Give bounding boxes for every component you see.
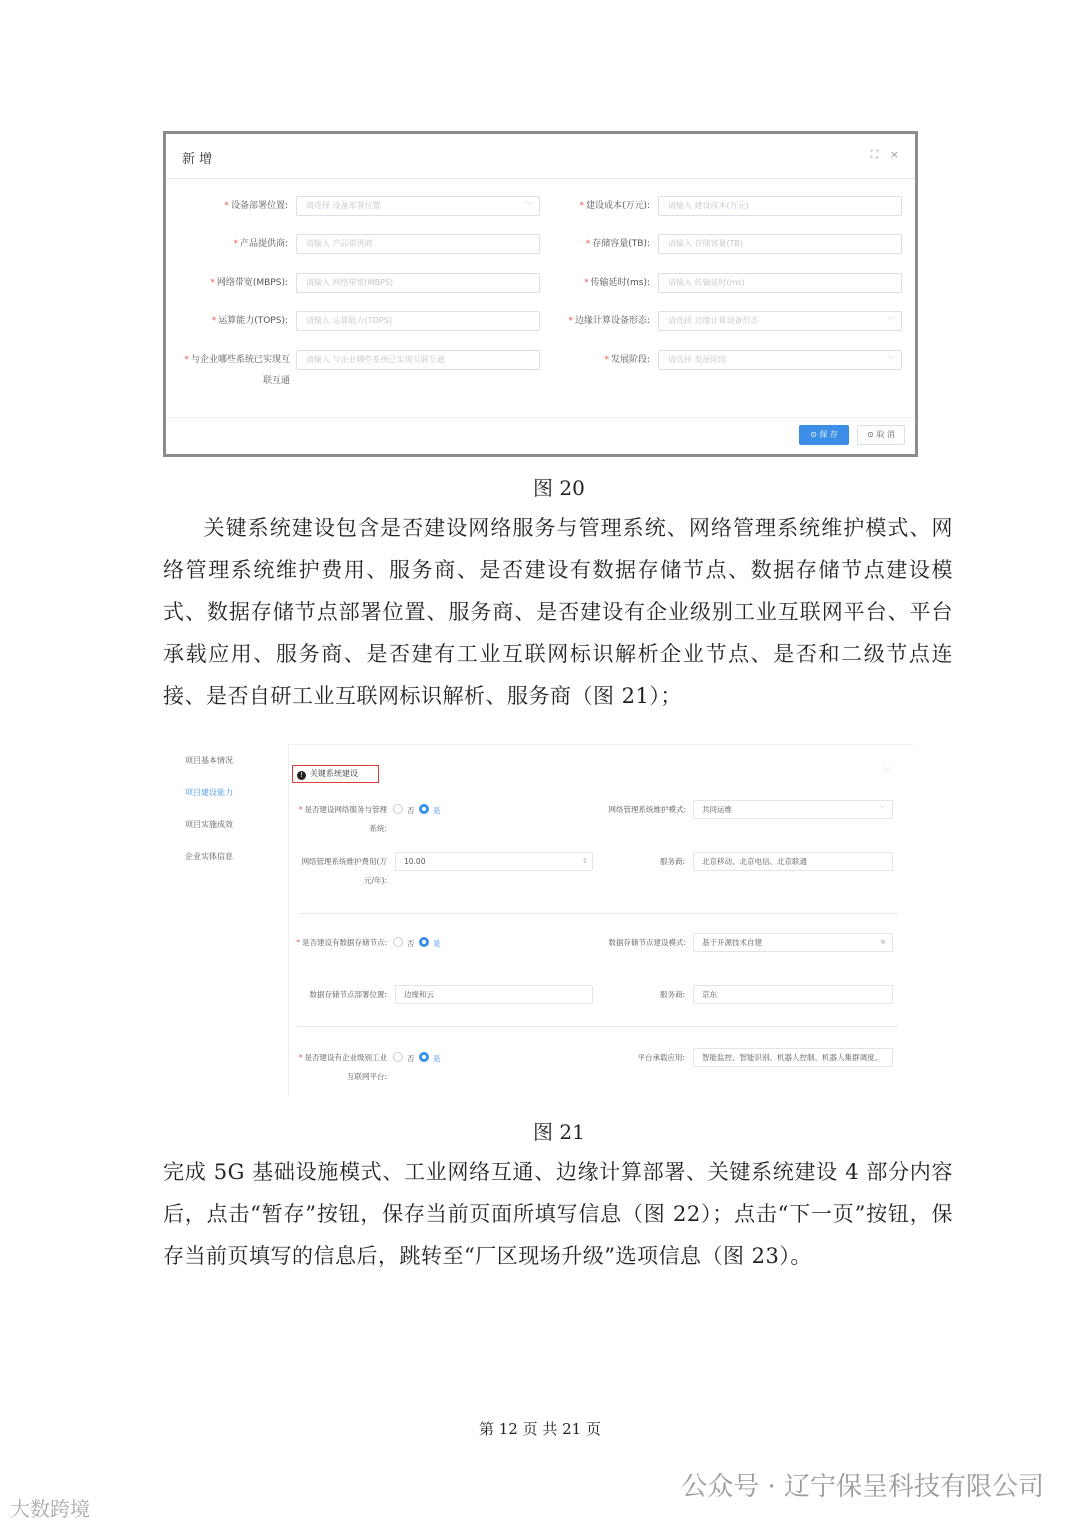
stepper-arrows-icon[interactable]: ⇕ <box>582 857 588 865</box>
interconnect-input[interactable]: 请输入 与企业哪些系统已实现互联互通 <box>296 350 540 370</box>
field-label: * 建设成本(万元): <box>579 201 650 211</box>
figure-caption: 图 20 <box>533 476 585 500</box>
storage-mode-select[interactable]: 基于开源技术自建 ⊗ <box>693 933 893 952</box>
storage-capacity-input[interactable]: 请输入 存储容量(TB) <box>658 234 902 254</box>
field-label: 网络管理系统维护费用(万元/年): <box>301 857 387 885</box>
chevron-down-icon: ﹀ <box>879 805 886 813</box>
radio-yes[interactable]: 是 <box>419 804 441 817</box>
chevron-down-icon[interactable]: ﹀ <box>883 767 891 776</box>
latency-input[interactable]: 请输入 传输延时(ms) <box>658 273 902 293</box>
divider <box>298 1026 898 1027</box>
body-paragraph: 完成 5G 基础设施模式、工业网络互通、边缘计算部署、关键系统建设 4 部分内容后，点击“暂存”按钮，保存当前页面所填写信息（图 22）；点击“下一页”按钮，保存当前页填写的信息后，跳转至“厂区现场升级”选项信息（图 23）。 <box>163 1160 953 1268</box>
radio-no[interactable]: 否 <box>393 804 415 817</box>
nav-item-entity[interactable]: 企业实体信息 <box>185 852 233 861</box>
page-number: 第 12 页 共 21 页 <box>478 1420 601 1438</box>
body-paragraph: 关键系统建设包含是否建设网络服务与管理系统、网络管理系统维护模式、网络管理系统维护费用、服务商、是否建设有数据存储节点、数据存储节点建设模式、数据存储节点部署位置、服务商、是否建设有企业级别工业互联网平台、平台承载应用、服务商、是否建有工业互联网标识解析企业节点、是否和二级节点连接、是否自研工业互联网标识解析、服务商（图 21）； <box>163 516 953 708</box>
field-label: * 存储容量(TB): <box>585 239 650 249</box>
platform-app-input[interactable]: 智能监控、智能识别、机器人控制、机器人集群调度、 <box>693 1048 893 1067</box>
content-border <box>288 744 913 745</box>
figure-20-dialog <box>163 131 918 457</box>
field-label: * 与企业哪些系统已实现互联互通 <box>184 355 290 386</box>
window-controls-icon[interactable]: ⛶ × <box>870 148 903 161</box>
nav-item-effect[interactable]: 项目实施成效 <box>185 820 233 829</box>
divider <box>298 913 898 914</box>
field-label: * 网络带宽(MBPS): <box>210 278 288 288</box>
radio-yes[interactable]: 是 <box>419 937 441 950</box>
save-button[interactable]: ⊙ 保 存 <box>799 425 849 445</box>
field-label: * 边缘计算设备形态: <box>568 316 650 326</box>
edge-device-form-select[interactable]: 请选择 边缘计算设备形态 ﹀ <box>658 311 902 331</box>
watermark-text: 公众号 · 辽宁保呈科技有限公司 <box>681 1472 1044 1502</box>
nav-item-capability[interactable]: 项目建设能力 <box>185 788 233 797</box>
field-label: 数据存储节点建设模式: <box>608 938 686 947</box>
field-label: 服务商: <box>659 990 685 999</box>
build-cost-input[interactable]: 请输入 建设成本(万元) <box>658 196 902 216</box>
dialog-footer <box>166 417 915 454</box>
field-label: * 是否建设有数据存储节点: <box>296 938 387 947</box>
field-label: 平台承载应用: <box>637 1053 685 1062</box>
field-label: * 是否建设有企业级别工业互联网平台: <box>298 1053 387 1081</box>
storage-location-input[interactable]: 边缘和云 <box>395 985 593 1004</box>
field-label: 数据存储节点部署位置: <box>309 990 387 999</box>
content-border <box>288 744 289 1096</box>
stage-select[interactable]: 请选择 发展阶段 ﹀ <box>658 350 902 370</box>
field-label: 服务商: <box>659 857 685 866</box>
section-title: ! 关键系统建设 <box>292 765 379 783</box>
field-label: * 传输延时(ms): <box>583 278 650 288</box>
radio-no[interactable]: 否 <box>393 1052 415 1065</box>
radio-yes[interactable]: 是 <box>419 1052 441 1065</box>
cancel-button[interactable]: ⊙ 取 消 <box>857 425 905 445</box>
field-label: * 是否建设网络服务与管理系统: <box>298 805 387 833</box>
figure-21-form <box>175 738 915 1098</box>
clear-icon[interactable]: ⊗ <box>880 938 886 946</box>
field-label: 网络管理系统维护模式: <box>608 805 686 814</box>
maint-mode-select[interactable]: 共同运维 ﹀ <box>693 800 893 819</box>
info-icon: ! <box>297 771 306 780</box>
chevron-down-icon: ﹀ <box>887 355 895 364</box>
provider-input[interactable]: 北京移动、北京电信、北京联通 <box>693 852 893 871</box>
field-label: * 设备部署位置: <box>224 201 288 211</box>
nav-item-basic[interactable]: 项目基本情况 <box>185 756 233 765</box>
compute-power-input[interactable]: 请输入 运算能力(TOPS) <box>296 311 540 331</box>
chevron-down-icon: ﹀ <box>887 316 895 325</box>
figure-caption: 图 21 <box>533 1120 585 1144</box>
provider-input[interactable]: 京东 <box>693 985 893 1004</box>
dialog-title: 新 增 <box>182 152 213 167</box>
maint-fee-stepper[interactable]: 10.00 ⇕ <box>395 852 593 871</box>
field-label: * 发展阶段: <box>604 355 650 365</box>
bandwidth-input[interactable]: 请输入 网络带宽(MBPS) <box>296 273 540 293</box>
watermark-text: 大数跨境 <box>10 1497 90 1521</box>
product-provider-input[interactable]: 请输入 产品提供商 <box>296 234 540 254</box>
field-label: * 运算能力(TOPS): <box>211 316 288 326</box>
device-location-select[interactable]: 请选择 设备部署位置 ﹀ <box>296 196 540 216</box>
dialog-header <box>166 134 915 179</box>
field-label: * 产品提供商: <box>233 239 288 249</box>
radio-no[interactable]: 否 <box>393 937 415 950</box>
chevron-down-icon: ﹀ <box>525 201 533 210</box>
